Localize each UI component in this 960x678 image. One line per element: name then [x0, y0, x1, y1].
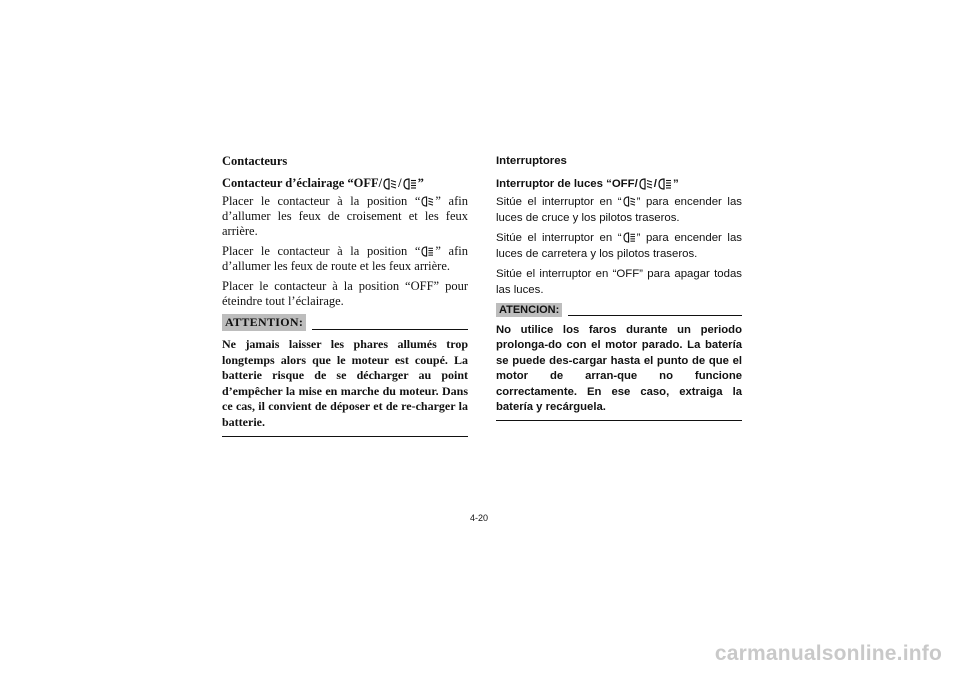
high-beam-headlight-icon: [403, 178, 417, 190]
low-beam-instruction: Sitúe el interruptor en “ ” para encender las luces de cruce y los pilotos traseros.: [496, 196, 742, 224]
high-beam-instruction: Placer le contacteur à la position “ ” afin d’allumer les feux de route et les feux arrière.: [222, 244, 468, 273]
caution-rule: [312, 329, 468, 330]
low-beam-instruction: Placer le contacteur à la position “ ” afin d’allumer les feux de croisement et les feux arrière.: [222, 194, 468, 238]
caution-label: ATENCION:: [496, 303, 562, 317]
caution-header: [496, 303, 742, 317]
light-switch-heading: Interruptor de luces “OFF/ / ”: [496, 177, 679, 190]
section-title: Interruptores: [496, 155, 567, 167]
caution-text: No utilice los faros durante un periodo prolonga-do con el motor parado. La batería se puede des-cargar hasta el punto de que el motor de arran-que no funcione correctamente. En ese caso, extraiga la batería y recárguela.: [496, 323, 742, 421]
low-beam-headlight-icon: [639, 178, 653, 190]
french-column: [222, 154, 468, 437]
caution-header: [222, 314, 468, 331]
high-beam-headlight-icon: [421, 246, 434, 257]
section-title: Contacteurs: [222, 154, 288, 168]
light-switch-heading: Contacteur d’éclairage “OFF/ / ”: [222, 176, 424, 190]
page-number: 4-20: [470, 513, 489, 523]
off-instruction: Sitúe el interruptor en “OFF” para apagar todas las luces.: [496, 268, 742, 296]
high-beam-headlight-icon: [658, 178, 672, 190]
off-instruction: Placer le contacteur à la position “OFF” pour éteindre tout l’éclairage.: [222, 279, 468, 308]
high-beam-instruction: Sitúe el interruptor en “ ” para encender las luces de carretera y los pilotos traseros.: [496, 232, 742, 260]
low-beam-headlight-icon: [421, 196, 434, 207]
caution-rule: [568, 315, 742, 316]
caution-text: Ne jamais laisser les phares allumés trop longtemps alors que le moteur est coupé. La batterie risque de se décharger au point d’empêcher la mise en marche du moteur. Dans ce cas, il convient de déposer et de re-charger la batterie.: [222, 337, 468, 437]
caution-label: ATTENTION:: [222, 314, 306, 331]
low-beam-headlight-icon: [383, 178, 397, 190]
spanish-column: [496, 154, 742, 421]
low-beam-headlight-icon: [623, 196, 636, 207]
watermark: carmanualsonline.info: [714, 642, 942, 665]
high-beam-headlight-icon: [623, 232, 636, 243]
